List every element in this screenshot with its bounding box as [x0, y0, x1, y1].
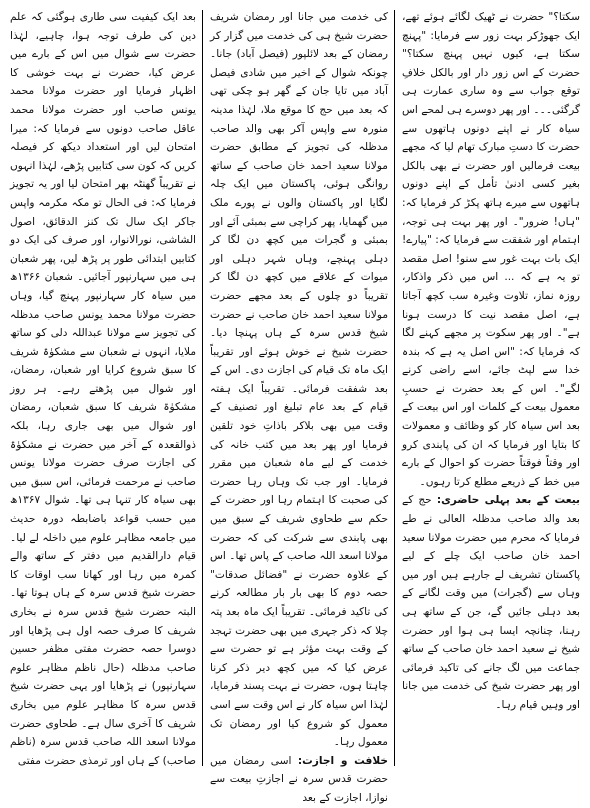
section-heading	[210, 752, 388, 808]
paragraph: حج کے بعد والد صاحب مدظلہ العالی نے طے فرمایا کہ محرم میں حضرت مولانا سعید احمد خان صاحب ایک چلے کے لیے پاکستان تشریف لے جارہے ہیں اور میں وہاں سے (گجرات) میں وقت لگانے کے بعد دہلی جائیں گے، جن کے ساتھ ہی رہنا، چنانچہ ایسا ہی ہوا اور حضرت شیخ نے سعید احمد خان صاحب کے ساتھ جماعت میں لگ جانے کی تاکید فرمائی اور پھر حضرت شیخ کی خدمت میں جانا اور وہیں قیام رہا۔	[402, 494, 580, 711]
text-column-middle	[210, 8, 389, 804]
heading-text: خلافت و اجازت:	[297, 754, 389, 767]
text-column-left	[10, 8, 196, 768]
paragraph: اسی رمضان میں حضرت قدس سرہ نے اجازتِ بیعت سے نوازا، اجازت کے بعد	[210, 754, 388, 804]
column-divider	[394, 10, 395, 766]
paragraph: کی خدمت میں جانا اور رمضان شریف حضرت شیخ ہی کی خدمت میں گزار کر رمضان کے بعد لائلپور (فیصل آباد) جانا۔ چونکہ شوال کے اخیر میں شادی فیصل آباد میں تایا جان کے گھر ہو چکی تھی کہ بعد میں حج کا موقع ملا، لہٰذا مدینہ منورہ سے واپس آکر بھی والد صاحب مدظلہ کی تجویز کے مطابق حضرت مولانا سعید احمد خان صاحب کے ساتھ روانگی ہوئی، پاکستان میں ایک چلہ لگایا اور پاکستان والوں نے پورے ملک میں گھمایا، پھر کراچی سے بمبئی آئے اور بمبئی و گجرات میں کچھ دن لگا کر دہلی پہنچے، وہاں شہر دہلی اور میوات کے علاقے میں کچھ دن لگا کر تقریباً دو چلوں کے بعد مجھے حضرت مولانا سعید احمد خان صاحب نے حضرت شیخ قدس سرہ کے ہاں پہنچا دیا۔ حضرت شیخ نے خوش ہوئے اور تقریباً ایک ماہ تک قیام کی اجازت دی۔ اس کے بعد شفقت فرمائی۔ تقریباً ایک ہفتہ قیام کے بعد عام تبلیغ اور تصنیف کے وقت میں بھی بلاکر باذاتِ خود تلقین فرمایا اور پھر بعد میں کتب خانہ کی خدمت کے لیے ماہ شعبان میں مقرر فرمایا۔ اور جب تک وہاں رہا حضرت کی صحبت کا اہتمام رہا اور حضرت کے حکم سے طحاوی شریف کے سبق میں بھی پابندی سے شرکت کی کہ حضرت مولانا اسعد اللہ صاحب کے پاس تھا۔ اس کے علاوہ حضرت نے "فضائل صدقات" حصہ دوم کا بھی بار بار مطالعہ کرنے کی تاکید فرمائی۔ تقریباً ایک ماہ بعد پتہ چلا کہ ذکر جہری میں بھی حضرت تہجد کے وقت بہت مؤثر ہے تو حضرت سے عرض کیا کہ میں کچھ دیر ذکر کرنا چاہتا ہوں، حضرت نے بہت پسند فرمایا، لہٰذا اس سیاہ کار نے اس وقت سے اسی معمول کو شروع کیا اور رمضان تک معمول رہا۔	[210, 11, 388, 749]
section-heading	[402, 491, 580, 714]
document-page	[10, 8, 580, 804]
heading-text: بیعت کے بعد پہلی حاضری:	[436, 494, 580, 507]
paragraph: بعد ایک کیفیت سی طاری ہوگئی کہ علم دین کی طرف توجہ ہوا، چاہیے، لہٰذا حضرت سے شوال میں اس کے بارے میں عرض کیا، حضرت نے بہت خوشی کا اظہار فرمایا اور حضرت مولانا محمد یونس صاحب اور حضرت مولانا محمد عاقل صاحب دونوں سے فرمایا کہ: میرا امتحان لیں اور استعداد دیکھ کر فیصلہ کریں کہ کون سی کتابیں پڑھے، لہٰذا انہوں نے تقریباً گھنٹہ بھر امتحان لیا اور یہ تجویز فرمایا کہ: فی الحال تو مکہ مکرمہ واپس جاکر ایک سال تک کنز الدقائق، اصول الشاشی، نورالانوار، اور صرف کی ایک دو کتابیں ابتدائی طور پر پڑھ لیں، پھر شعبان ہی میں سہارنپور آجائیں۔ شعبان ۱۳۶۶ھ میں سیاہ کار سہارنپور پہنچ گیا، وہاں حضرت مولانا محمد یونس صاحب مدظلہ کی تجویز سے مولانا عبداللہ دلی کو ساتھ ملایا، انہوں نے شعبان سے مشکوٰۃ شریف کا سبق شروع کرایا اور شعبان، رمضان، اور شوال میں پڑھتے رہے۔ ہر روز مشکوٰۃ شریف کا سبق شعبان، رمضان اور شوال میں بھی جاری رہا، بلکہ ذوالقعدہ کے آخر میں حضرت نے مشکوٰۃ کی اجازت صرف حضرت مولانا یونس صاحب نے مرحمت فرمائی، اس سبق میں بھی سیاہ کار تنہا ہی تھا۔ شوال ۱۳۶۷ھ میں حسب قواعد باضابطہ دورہ حدیث میں جامعہ مظاہر علوم میں داخلہ لے لیا۔ قیام دارالقدیم میں دفتر کے ساتھ والے کمرہ میں رہا اور کھانا سب اوقات کا حضرت شیخ قدس سرہ کے ہاں ہوتا تھا۔ البتہ حضرت شیخ قدس سرہ نے بخاری شریف کا صرف حصہ اول ہی پڑھایا اور دوسرا حصہ حضرت مفتی مظفر حسین صاحب مدظلہ (حال ناظم مظاہر علوم سہارنپور) نے پڑھایا اور یہی حضرت شیخ قدس سرہ کا مظاہر علوم میں بخاری شریف کا آخری سال ہے۔ طحاوی حضرت مولانا اسعد اللہ صاحب قدس سرہ (ناظم صاحب) کے ہاں اور ترمذی حضرت مفتی	[10, 11, 196, 767]
paragraph: سکتا؟" حضرت نے ٹھیک لگائے ہوئے تھے، ایک جھوڑکر بہت زور سے فرمایا: "پہنچ سکتا ہے، کیوں نہیں پہنچ سکتا؟" حضرت کے اس زور دار اور بالکل خلافِ توقع جواب سے وہ ساری عمارت ہی گرگئی۔۔۔ اور پھر دوسرے ہی لمحے اس سیاہ کار نے اپنے دونوں ہاتھوں سے حضرت کا دستِ مبارک تھام لیا کہ مجھے بیعت فرمالیں اور حضرت نے بھی بالکل بغیر کسی ادنیٰ تأمل کے اپنے دونوں ہاتھوں سے میرے ہاتھ پکڑ کر فرمایا کہ: "ہاں! ضرور"۔ اور پھر بہت ہی توجہ، اہتمام اور شفقت سے فرمایا کہ: "پیارے! ایک بات بہت غور سے سنو! اصل مقصد تو یہ ہے کہ ... اس میں ذکر واذکار، روزہ نماز، تلاوت وغیرہ سب کچھ آجاتا ہے، اصل مقصد نیت کا درست ہونا ہے"۔ اور پھر سکوت پر مجھے کہنے لگا کہ فرمایا کہ: "اس اصل یہ ہے کہ بندہ خدا سے لپٹ جائے، اسے راضی کرنے لگے"۔ اس کے بعد حضرت نے حسبِ معمول بیعت کے کلمات اور اس بیعت کے بعد اس سیاہ کار کو وظائف و معمولات کا بتایا اور فرمایا کہ ان کی پابندی کرو اور وقتاً فوقتاً حضرت کو احوال کے بارے میں خط کے ذریعے مطلع کرتا رہوں۔	[402, 11, 580, 488]
text-column-right	[402, 8, 580, 768]
column-divider	[202, 10, 203, 766]
